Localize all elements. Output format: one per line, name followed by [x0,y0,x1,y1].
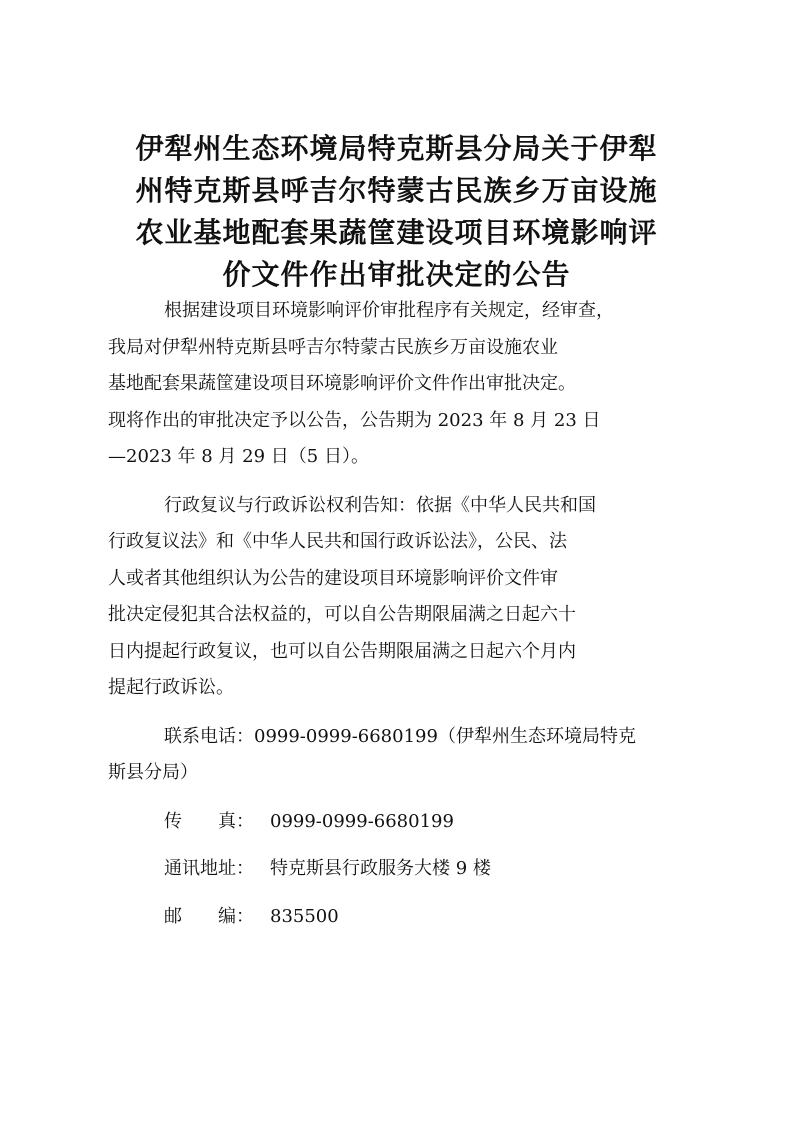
postcode-value: 835500 [270,905,339,927]
paragraph-line: 现将作出的审批决定予以公告，公告期为 2023 年 8 月 23 日 [108,409,601,431]
paragraph-line: 批决定侵犯其合法权益的，可以自公告期限届满之日起六十 [108,604,576,625]
paragraph-line: 人或者其他组织认为公告的建设项目环境影响评价文件审 [108,567,558,589]
fax-value: 0999-0999-6680199 [270,810,454,832]
contact-postcode [108,899,688,936]
paragraph-line: 根据建设项目环境影响评价审批程序有关规定，经审查， [164,300,614,321]
contact-phone-line: 联系电话：0999-0999-6680199（伊犁州生态环境局特克 [164,725,636,747]
fax-label: 传 真： [164,810,254,832]
contact-phone [108,719,688,792]
title-line: 价文件作出审批决定的公告 [222,258,571,291]
title-line: 伊犁州生态环境局特克斯县分局关于伊犁 [135,132,658,165]
document-title [110,128,683,296]
paragraph-line: 行政复议法》和《中华人民共和国行政诉讼法》，公民、法 [108,531,567,552]
contact-phone-line: 斯县分局） [108,762,198,783]
paragraph-line: 日内提起行政复议，也可以自公告期限届满之日起六个月内 [108,640,576,662]
title-line: 农业基地配套果蔬筐建设项目环境影响评 [135,216,658,249]
paragraph-line: 基地配套果蔬筐建设项目环境影响评价文件作出审批决定。 [108,373,576,394]
title-line: 州特克斯县呼吉尔特蒙古民族乡万亩设施 [135,174,658,207]
postcode-label: 邮 编： [164,905,254,927]
contact-fax [108,804,688,841]
paragraph-line: —2023 年 8 月 29 日（5 日）。 [108,446,369,467]
address-value: 特克斯县行政服务大楼 9 楼 [270,858,491,879]
contact-address [108,851,688,888]
address-label: 通讯地址： [164,858,254,879]
paragraph-line: 行政复议与行政诉讼权利告知：依据《中华人民共和国 [164,494,596,516]
document-body [108,293,688,946]
paragraph-line: 提起行政诉讼。 [108,677,234,698]
rights-notice-paragraph [108,488,688,707]
paragraph-line: 我局对伊犁州特克斯县呼吉尔特蒙古民族乡万亩设施农业 [108,336,558,358]
announcement-paragraph [108,293,688,476]
